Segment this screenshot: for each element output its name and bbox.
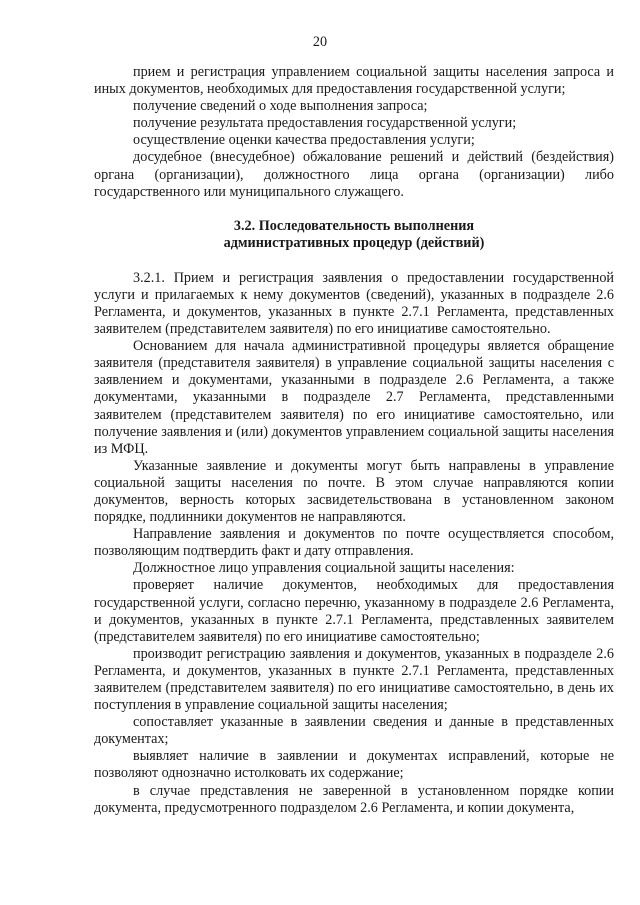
paragraph-mail-method: Направление заявления и документов по почте осуществляется способом, позволяющим подтвердить факт и дату отправления.: [94, 526, 614, 560]
paragraph-3-2-1: 3.2.1. Прием и регистрация заявления о предоставлении государственной услуги и прилагаемых к нему документов (сведений), указанных в подразделе 2.6 Регламента, и документов, указанных в пункте 2.7.1 Регламента, представленных заявителем (представителем заявителя) по его инициативе самостоятельно.: [94, 269, 614, 338]
section-heading: [94, 218, 614, 253]
paragraph-grounds: Основанием для начала административной процедуры является обращение заявителя (представителя заявителя) в управление социальной защиты населения с заявлением и документами, указанными в подразделе 2.6 Регламента, а также документами, указанными в подразделе 2.7 Регламента, представленными заявителем (представителем заявителя) по его инициативе самостоятельно, или получение заявления и (или) документов управлением социальной защиты населения из МФЦ.: [94, 338, 614, 457]
spacer: [94, 253, 614, 270]
paragraph-mail-submission: Указанные заявление и документы могут быть направлены в управление социальной защиты населения по почте. В этом случае направляются копии документов, верность которых засвидетельствована в установленном законом порядке, подлинники документов не направляются.: [94, 457, 614, 526]
paragraph-procedure-status: получение сведений о ходе выполнения запроса;: [133, 98, 428, 115]
paragraph-registers-documents: производит регистрацию заявления и документов, указанных в подразделе 2.6 Регламента, и документов, указанных в пункте 2.7.1 Регламента, представленных заявителем (представителем заявителя) по его инициативе самостоятельно, в день их поступления в управление социальной защиты населения;: [94, 645, 614, 714]
section-heading-line-1: 3.2. Последовательность выполнения: [233, 217, 475, 234]
page-number: 20: [312, 34, 328, 50]
paragraph-procedure-appeal: досудебное (внесудебное) обжалование решений и действий (бездействия) органа (организации), должностного лица органа (организации) либо государственного или муниципального служащего.: [94, 149, 614, 200]
paragraph-compares-data: сопоставляет указанные в заявлении сведения и данные в представленных документах;: [94, 714, 614, 748]
paragraph-checks-documents: проверяет наличие документов, необходимых для предоставления государственной услуги, согласно перечню, указанному в подразделе 2.6 Регламента, и документов, указанных в пункте 2.7.1 Регламента, представленных заявителем (представителем заявителя) по его инициативе самостоятельно;: [94, 577, 614, 645]
paragraph-procedure-quality: осуществление оценки качества предоставления услуги;: [133, 132, 475, 149]
spacer: [94, 201, 614, 218]
page-content: [94, 64, 614, 817]
paragraph-procedure-result: получение результата предоставления государственной услуги;: [133, 115, 517, 132]
section-heading-line-2: административных процедур (действий): [223, 235, 485, 252]
paragraph-uncertified-copy: в случае представления не заверенной в установленном порядке копии документа, предусмотренного подразделом 2.6 Регламента, и копии документа,: [94, 782, 614, 816]
paragraph-official-intro: Должностное лицо управления социальной защиты населения:: [133, 560, 515, 577]
paragraph-detects-corrections: выявляет наличие в заявлении и документах исправлений, которые не позволяют однозначно истолковать их содержание;: [94, 748, 614, 782]
paragraph-procedure-reception: прием и регистрация управлением социальной защиты населения запроса и иных документов, необходимых для предоставления государственной услуги;: [94, 64, 614, 98]
